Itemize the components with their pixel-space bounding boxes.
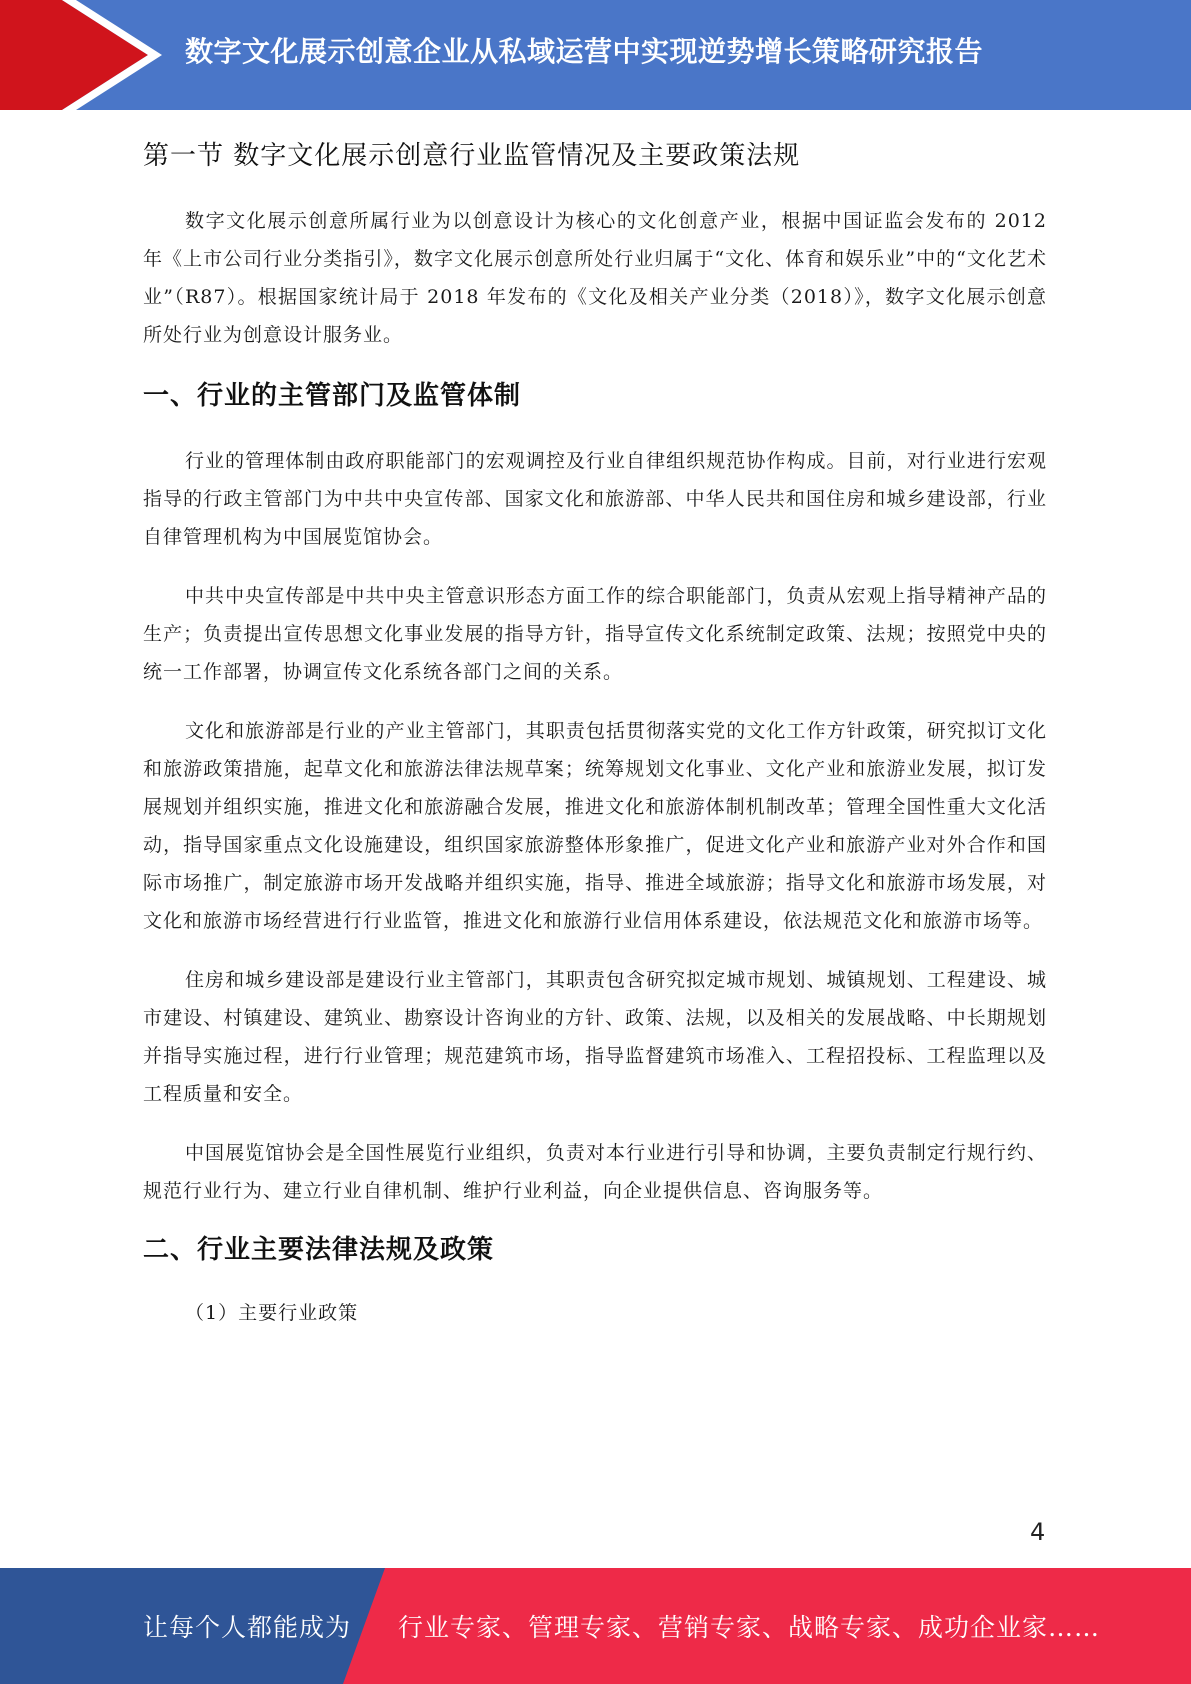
part2-title: 二、行业主要法律法规及政策 (143, 1235, 495, 1265)
section-title: 第一节 数字文化展示创意行业监管情况及主要政策法规 (143, 141, 801, 171)
footer-slogan-left: 让每个人都能成为 (143, 1613, 352, 1642)
part1-title: 一、行业的主管部门及监管体制 (143, 381, 522, 411)
page-number: 4 (1030, 1518, 1046, 1546)
footer-slogan-right: 行业专家、管理专家、营销专家、战略专家、成功企业家…… (398, 1613, 1101, 1642)
part1-paragraph: 中共中央宣传部是中共中央主管意识形态方面工作的综合职能部门，负责从宏观上指导精神产品的生产；负责提出宣传思想文化事业发展的指导方针，指导宣传文化系统制定政策、法规；按照党中央的统一工作部署，协调宣传文化系统各部门之间的关系。 (143, 585, 1047, 683)
report-title: 数字文化展示创意企业从私域运营中实现逆势增长策略研究报告 (185, 35, 984, 68)
document-body (143, 120, 1047, 1332)
footer-banner (0, 1568, 1191, 1684)
part1-paragraph: 住房和城乡建设部是建设行业主管部门，其职责包含研究拟定城市规划、城镇规划、工程建设、城市建设、村镇建设、建筑业、勘察设计咨询业的方针、政策、法规，以及相关的发展战略、中长期规划并指导实施过程，进行行业管理；规范建筑市场，指导监督建筑市场准入、工程招投标、工程监理以及工程质量和安全。 (143, 969, 1047, 1105)
header-banner (0, 0, 1191, 110)
part1-paragraph: 中国展览馆协会是全国性展览行业组织，负责对本行业进行引导和协调，主要负责制定行规行约、规范行业行为、建立行业自律机制、维护行业利益，向企业提供信息、咨询服务等。 (143, 1142, 1047, 1202)
policy-list-item: （1）主要行业政策 (185, 1302, 359, 1324)
part1-paragraph: 文化和旅游部是行业的产业主管部门，其职责包括贯彻落实党的文化工作方针政策，研究拟订文化和旅游政策措施，起草文化和旅游法律法规草案；统筹规划文化事业、文化产业和旅游业发展，拟订发展规划并组织实施，推进文化和旅游融合发展，推进文化和旅游体制机制改革；管理全国性重大文化活动，指导国家重点文化设施建设，组织国家旅游整体形象推广，促进文化产业和旅游产业对外合作和国际市场推广，制定旅游市场开发战略并组织实施，指导、推进全域旅游；指导文化和旅游市场发展，对文化和旅游市场经营进行行业监管，推进文化和旅游行业信用体系建设，依法规范文化和旅游市场等。 (143, 720, 1047, 932)
part1-paragraph: 行业的管理体制由政府职能部门的宏观调控及行业自律组织规范协作构成。目前，对行业进行宏观指导的行政主管部门为中共中央宣传部、国家文化和旅游部、中华人民共和国住房和城乡建设部，行业自律管理机构为中国展览馆协会。 (143, 450, 1047, 548)
section-intro-paragraph: 数字文化展示创意所属行业为以创意设计为核心的文化创意产业，根据中国证监会发布的 2012 年《上市公司行业分类指引》，数字文化展示创意所处行业归属于“文化、体育和娱乐业”中的“文化艺术业”（R87）。根据国家统计局于 2018 年发布的《文化及相关产业分类（2018）》，数字文化展示创意所处行业为创意设计服务业。 (143, 210, 1047, 346)
